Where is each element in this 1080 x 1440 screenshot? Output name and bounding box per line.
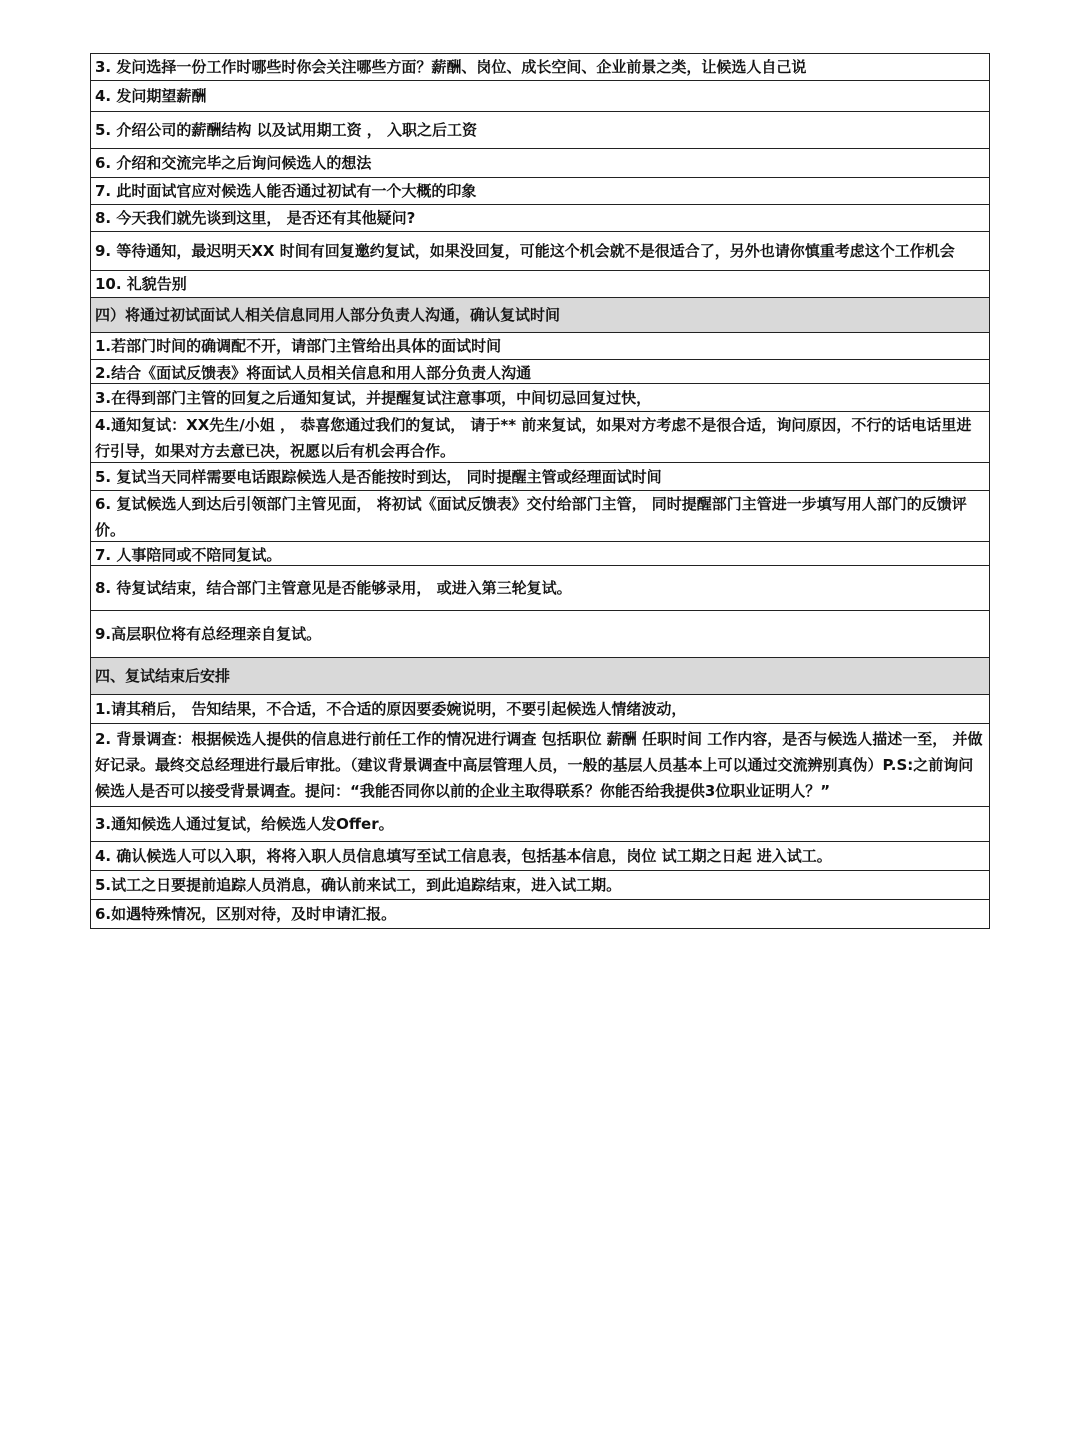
table-cell: [91, 542, 990, 566]
step-text: 2.结合《面试反馈表》将面试人员相关信息和用人部分负责人沟通: [95, 364, 532, 382]
step-text: 5.试工之日要提前追踪人员消息，确认前来试工，到此追踪结束，进入试工期。: [95, 876, 622, 894]
table-row: [91, 271, 990, 298]
table-cell: [91, 807, 990, 842]
table-row: [91, 384, 990, 412]
table-cell: [91, 112, 990, 149]
table-row: [91, 566, 990, 611]
table-row: [91, 149, 990, 178]
table-cell: [91, 566, 990, 611]
section-header-row: [91, 658, 990, 695]
table-row: [91, 54, 990, 81]
section-header-cell: [91, 658, 990, 695]
process-table: [90, 53, 990, 929]
step-text: 8. 待复试结束，结合部门主管意见是否能够录用， 或进入第三轮复试。: [95, 579, 572, 597]
table-row: [91, 807, 990, 842]
table-cell: [91, 54, 990, 81]
table-cell: [91, 232, 990, 271]
step-text: 5. 介绍公司的薪酬结构 以及试用期工资 ， 入职之后工资: [95, 121, 478, 139]
table-cell: [91, 205, 990, 232]
step-text: 4.通知复试：XX先生/小姐 ， 恭喜您通过我们的复试， 请于** 前来复试，如果对方考虑不是很合适，询问原因，不行的话电话里进行引导，如果对方去意已决，祝愿以后有机会再合作。: [95, 416, 972, 460]
table-row: [91, 333, 990, 360]
step-text: 5. 复试当天同样需要电话跟踪候选人是否能按时到达， 同时提醒主管或经理面试时间: [95, 467, 662, 486]
step-text: 7. 人事陪同或不陪同复试。: [95, 546, 282, 564]
table-row: [91, 463, 990, 491]
step-text: 9.高层职位将有总经理亲自复试。: [95, 625, 322, 643]
section-header-cell: [91, 298, 990, 333]
table-cell: [91, 333, 990, 360]
table-cell: [91, 271, 990, 298]
table-cell: [91, 178, 990, 205]
table-row: [91, 542, 990, 566]
table-cell: [91, 611, 990, 658]
step-text: 4. 确认候选人可以入职，将将入职人员信息填写至试工信息表，包括基本信息，岗位 试工期之日起 进入试工。: [95, 847, 832, 865]
table-cell: [91, 384, 990, 412]
table-row: [91, 232, 990, 271]
table-cell: [91, 360, 990, 384]
section-title: 四）将通过初试面试人相关信息同用人部分负责人沟通，确认复试时间: [95, 306, 561, 324]
section-title: 四、复试结束后安排: [95, 667, 231, 685]
table-row: [91, 491, 990, 542]
table-cell: [91, 463, 990, 491]
table-row: [91, 724, 990, 807]
step-text: 3.在得到部门主管的回复之后通知复试，并提醒复试注意事项，中间切忌回复过快，: [95, 388, 652, 407]
step-text: 4. 发问期望薪酬: [95, 87, 207, 105]
step-text: 1.若部门时间的确调配不开，请部门主管给出具体的面试时间: [95, 337, 502, 355]
step-text: 6. 介绍和交流完毕之后询问候选人的想法: [95, 154, 372, 172]
step-text: 6.如遇特殊情况，区别对待，及时申请汇报。: [95, 905, 397, 923]
step-text: 3. 发问选择一份工作时哪些时你会关注哪些方面？薪酬、岗位、成长空间、企业前景之类，让候选人自己说: [95, 58, 807, 76]
step-text: 8. 今天我们就先谈到这里， 是否还有其他疑问?: [95, 209, 416, 227]
table-cell: [91, 81, 990, 112]
table-cell: [91, 412, 990, 463]
table-row: [91, 611, 990, 658]
table-row: [91, 842, 990, 871]
table-row: [91, 112, 990, 149]
table-cell: [91, 842, 990, 871]
step-text: 6. 复试候选人到达后引领部门主管见面， 将初试《面试反馈表》交付给部门主管， 同时提醒部门主管进一步填写用人部门的反馈评价。: [95, 495, 967, 539]
step-text: 9. 等待通知，最迟明天XX 时间有回复邀约复试，如果没回复，可能这个机会就不是很适合了，另外也请你慎重考虑这个工作机会: [95, 242, 955, 260]
step-text: 7. 此时面试官应对候选人能否通过初试有一个大概的印象: [95, 182, 477, 200]
table-row: [91, 695, 990, 724]
table-cell: [91, 149, 990, 178]
table-cell: [91, 871, 990, 900]
table-row: [91, 412, 990, 463]
table-row: [91, 871, 990, 900]
table-cell: [91, 724, 990, 807]
table-cell: [91, 900, 990, 929]
step-text: 2. 背景调查：根据候选人提供的信息进行前任工作的情况进行调查 包括职位 薪酬 任职时间 工作内容，是否与候选人描述一至， 并做好记录。最终交总经理进行最后审批。（建议背景调查中高层管理人员，一般的基层人员基本上可以通过交流辨别真伪）P.S:之前询问候选人是否可以接受背景调查。提问：“我能否同你以前的企业主取得联系？你能否给我提供3位职业证明人？”: [95, 730, 983, 800]
table-row: [91, 360, 990, 384]
table-row: [91, 900, 990, 929]
table-row: [91, 178, 990, 205]
step-text: 3.通知候选人通过复试，给候选人发Offer。: [95, 815, 394, 833]
section-header-row: [91, 298, 990, 333]
table-cell: [91, 695, 990, 724]
table-body: [91, 54, 990, 929]
table-cell: [91, 491, 990, 542]
table-row: [91, 205, 990, 232]
step-text: 10. 礼貌告别: [95, 275, 187, 293]
step-text: 1.请其稍后， 告知结果，不合适，不合适的原因要委婉说明，不要引起候选人情绪波动，: [95, 700, 687, 718]
table-row: [91, 81, 990, 112]
